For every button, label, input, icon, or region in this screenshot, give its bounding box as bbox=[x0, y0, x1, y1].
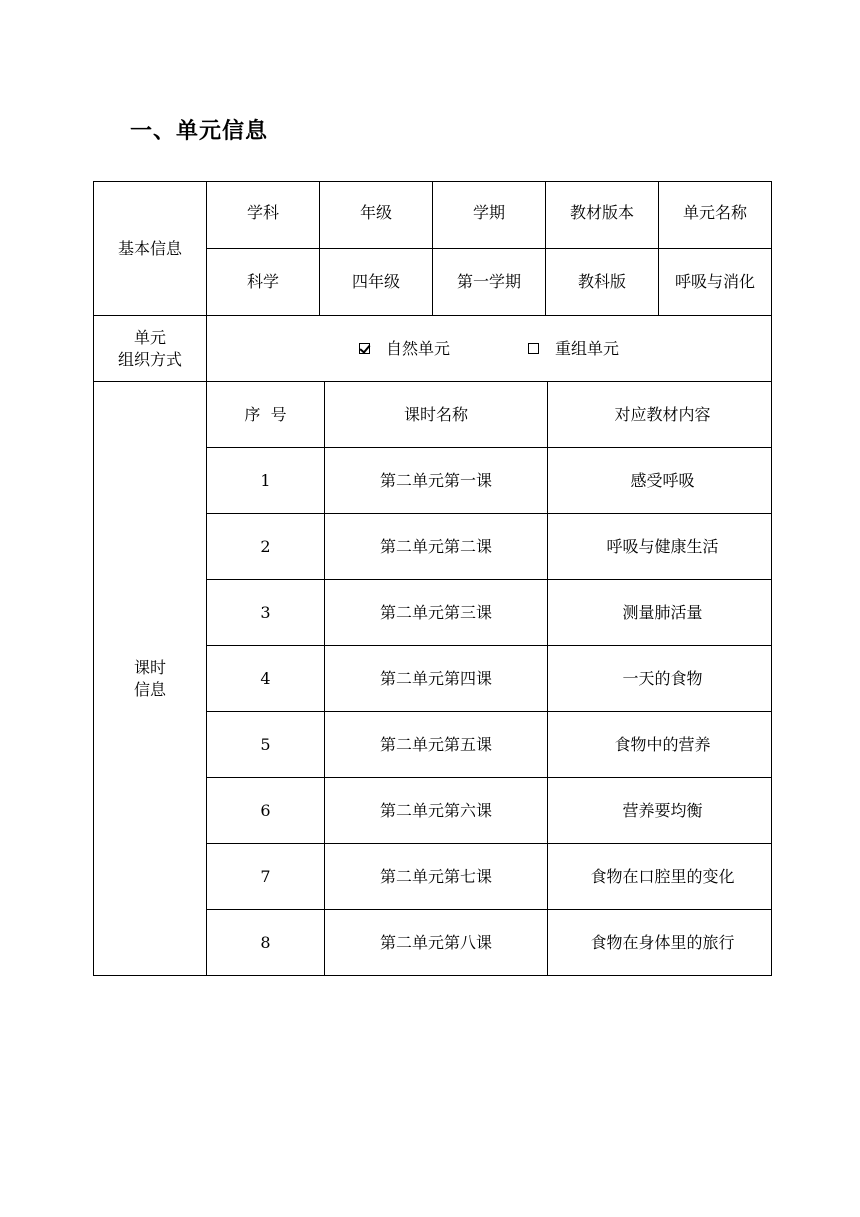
lesson-content: 呼吸与健康生活 bbox=[548, 514, 772, 580]
option-natural-unit-label: 自然单元 bbox=[386, 338, 451, 358]
lesson-content: 一天的食物 bbox=[548, 646, 772, 712]
lesson-name: 第二单元第七课 bbox=[325, 844, 548, 910]
header-term: 学期 bbox=[433, 182, 546, 249]
header-unit-name: 单元名称 bbox=[659, 182, 772, 249]
page-title: 一、单元信息 bbox=[130, 119, 269, 144]
lesson-content: 食物中的营养 bbox=[548, 712, 772, 778]
header-textbook-content: 对应教材内容 bbox=[548, 382, 772, 448]
lessons-label-line2: 信息 bbox=[133, 679, 166, 699]
lesson-name: 第二单元第五课 bbox=[325, 712, 548, 778]
header-lesson-name: 课时名称 bbox=[325, 382, 548, 448]
option-reorganized-unit-label: 重组单元 bbox=[555, 338, 620, 358]
lesson-content: 食物在身体里的旅行 bbox=[548, 910, 772, 976]
option-reorganized-unit[interactable] bbox=[528, 338, 619, 360]
lesson-content: 营养要均衡 bbox=[548, 778, 772, 844]
lesson-number: 4 bbox=[207, 646, 325, 712]
lesson-number: 6 bbox=[207, 778, 325, 844]
lesson-number: 1 bbox=[207, 448, 325, 514]
lesson-name: 第二单元第六课 bbox=[325, 778, 548, 844]
value-grade: 四年级 bbox=[320, 249, 433, 316]
option-natural-unit[interactable] bbox=[359, 338, 450, 360]
organization-row bbox=[94, 316, 772, 382]
lesson-content: 食物在口腔里的变化 bbox=[548, 844, 772, 910]
lessons-header-row bbox=[94, 382, 772, 448]
header-number: 序 号 bbox=[207, 382, 325, 448]
header-subject: 学科 bbox=[207, 182, 320, 249]
lesson-number: 7 bbox=[207, 844, 325, 910]
organization-label-line1: 单元 bbox=[133, 327, 166, 347]
lesson-number: 2 bbox=[207, 514, 325, 580]
organization-label bbox=[94, 316, 207, 382]
basic-info-label: 基本信息 bbox=[94, 182, 207, 316]
lesson-name: 第二单元第一课 bbox=[325, 448, 548, 514]
basic-info-header-row bbox=[94, 182, 772, 249]
lesson-name: 第二单元第八课 bbox=[325, 910, 548, 976]
value-edition: 教科版 bbox=[546, 249, 659, 316]
lessons-label-line1: 课时 bbox=[133, 657, 166, 677]
lesson-number: 3 bbox=[207, 580, 325, 646]
organization-label-line2: 组织方式 bbox=[117, 349, 182, 369]
lesson-number: 5 bbox=[207, 712, 325, 778]
value-term: 第一学期 bbox=[433, 249, 546, 316]
unit-info-table bbox=[93, 181, 772, 976]
lesson-name: 第二单元第二课 bbox=[325, 514, 548, 580]
value-unit-name: 呼吸与消化 bbox=[659, 249, 772, 316]
lesson-content: 感受呼吸 bbox=[548, 448, 772, 514]
checked-checkbox-icon[interactable] bbox=[359, 343, 370, 354]
lesson-name: 第二单元第三课 bbox=[325, 580, 548, 646]
organization-options bbox=[207, 316, 772, 382]
lesson-number: 8 bbox=[207, 910, 325, 976]
lesson-name: 第二单元第四课 bbox=[325, 646, 548, 712]
header-edition: 教材版本 bbox=[546, 182, 659, 249]
header-grade: 年级 bbox=[320, 182, 433, 249]
lesson-content: 测量肺活量 bbox=[548, 580, 772, 646]
lessons-label bbox=[94, 382, 207, 976]
unchecked-checkbox-icon[interactable] bbox=[528, 343, 539, 354]
value-subject: 科学 bbox=[207, 249, 320, 316]
